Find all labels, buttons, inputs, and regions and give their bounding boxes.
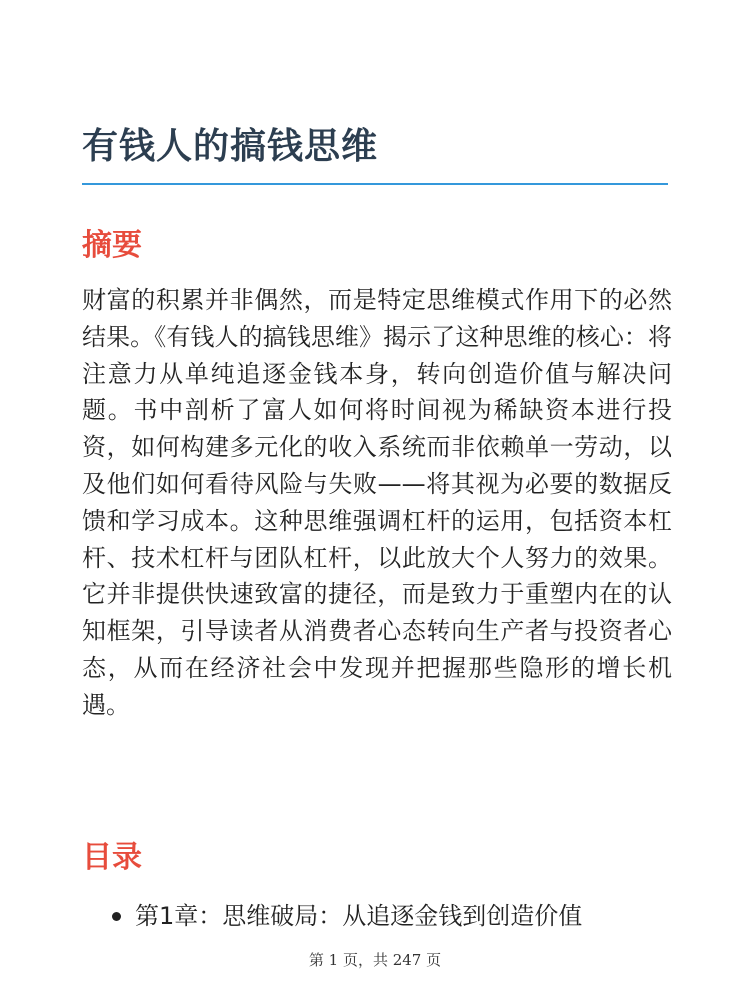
bullet-icon — [112, 912, 121, 921]
abstract-heading: 摘要 — [82, 228, 142, 263]
document-title: 有钱人的搞钱思维 — [82, 126, 379, 167]
page-number-footer: 第 1 页，共 247 页 — [308, 951, 442, 969]
toc-list — [82, 896, 672, 936]
title-divider — [82, 183, 668, 185]
toc-item[interactable] — [82, 896, 672, 936]
toc-heading: 目录 — [82, 840, 142, 875]
abstract-paragraph: 财富的积累并非偶然，而是特定思维模式作用下的必然结果。《有钱人的搞钱思维》揭示了这种思维的核心：将注意力从单纯追逐金钱本身，转向创造价值与解决问题。书中剖析了富人如何将时间视为稀缺资本进行投资，如何构建多元化的收入系统而非依赖单一劳动，以及他们如何看待风险与失败——将其视为必要的数据反馈和学习成本。这种思维强调杠杆的运用，包括资本杠杆、技术杠杆与团队杠杆，以此放大个人努力的效果。它并非提供快速致富的捷径，而是致力于重塑内在的认知框架，引导读者从消费者心态转向生产者与投资者心态，从而在经济社会中发现并把握那些隐形的增长机遇。 — [82, 286, 672, 719]
toc-item-label: 第1章：思维破局：从追逐金钱到创造价值 — [135, 902, 583, 930]
